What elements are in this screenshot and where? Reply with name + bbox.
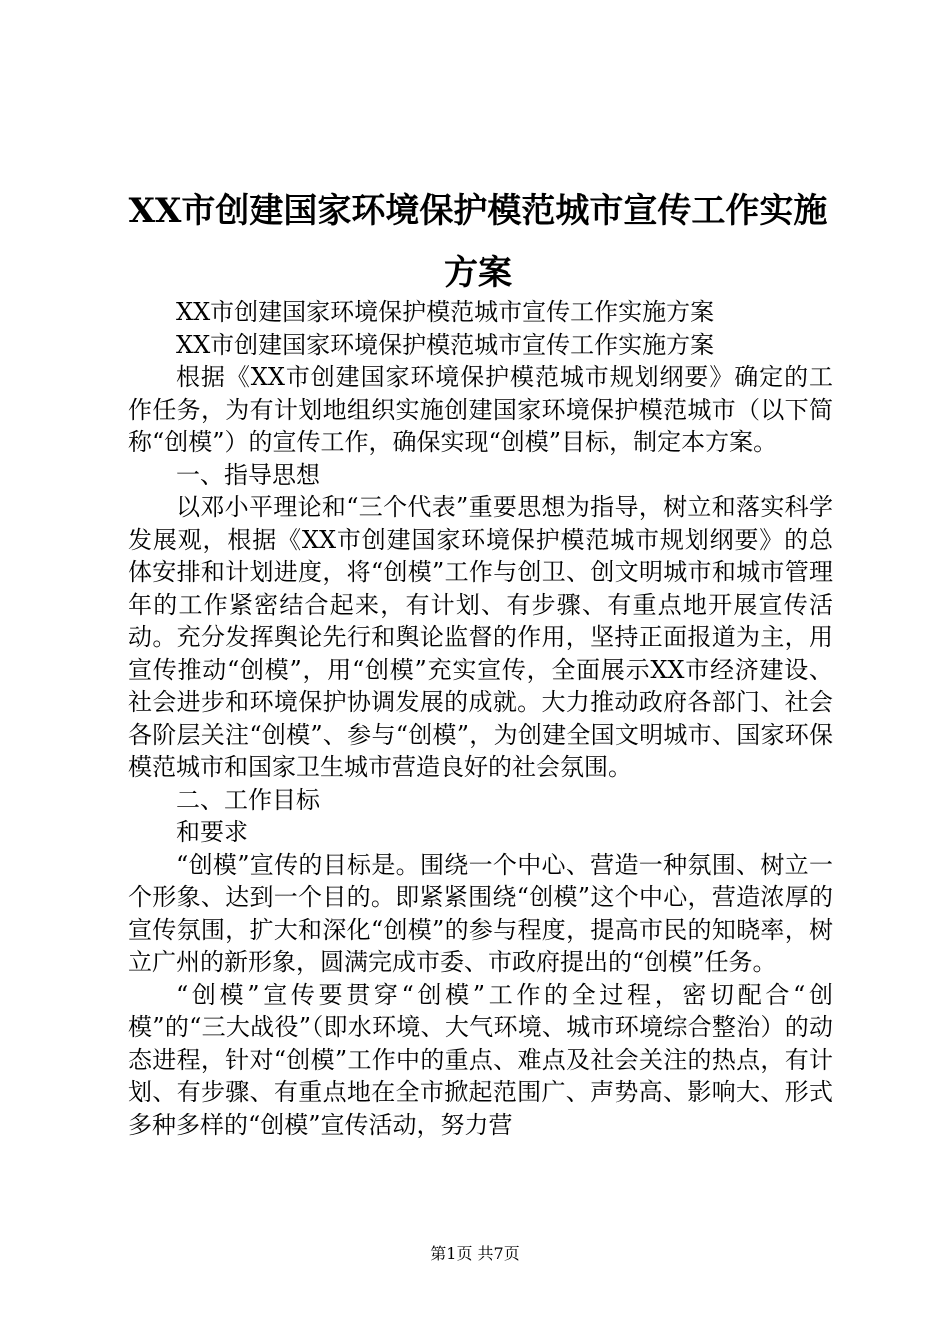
document-body xyxy=(128,296,833,1141)
document-title: XX市创建国家环境保护模范城市宣传工作实施方案 xyxy=(128,191,828,293)
paragraph-guiding-ideology: 以邓小平理论和“三个代表”重要思想为指导，树立和落实科学发展观，根据《XX市创建国家环境保护模范城市规划纲要》的总体安排和计划进度，将“创模”工作与创卫、创文明城市和城市管理年的工作紧密结合起来，有计划、有步骤、有重点地开展宣传活动。充分发挥舆论先行和舆论监督的作用，坚持正面报道为主，用宣传推动“创模”，用“创模”充实宣传，全面展示XX市经济建设、社会进步和环境保护协调发展的成就。大力推动政府各部门、社会各阶层关注“创模”、参与“创模”，为创建全国文明城市、国家环保模范城市和国家卫生城市营造良好的社会氛围。 xyxy=(128,493,833,781)
paragraph-intro: 根据《XX市创建国家环境保护模范城市规划纲要》确定的工作任务，为有计划地组织实施创建国家环境保护模范城市（以下简称“创模”）的宣传工作，确保实现“创模”目标，制定本方案。 xyxy=(128,363,833,456)
section-heading-work-goals: 二、工作目标 xyxy=(176,785,320,814)
section-heading-requirements: 和要求 xyxy=(176,818,248,846)
paragraph-goals: “创模”宣传的目标是。围绕一个中心、营造一种氛围、树立一个形象、达到一个目的。即紧紧围绕“创模”这个中心，营造浓厚的宣传氛围，扩大和深化“创模”的参与程度，提高市民的知晓率，树立广州的新形象，圆满完成市委、市政府提出的“创模”任务。 xyxy=(128,850,833,976)
paragraph-requirements: “创模”宣传要贯穿“创模”工作的全过程，密切配合“创模”的“三大战役”（即水环境、大气环境、城市环境综合整治）的动态进程，针对“创模”工作中的重点、难点及社会关注的热点，有计划、有步骤、有重点地在全市掀起范围广、声势高、影响大、形式多种多样的“创模”宣传活动，努力营 xyxy=(128,980,833,1139)
page-footer: 第1页 共7页 xyxy=(430,1244,520,1263)
paragraph-repeated-title-2: XX市创建国家环境保护模范城市宣传工作实施方案 xyxy=(176,330,715,359)
section-heading-guiding-ideology: 一、指导思想 xyxy=(176,460,320,489)
paragraph-repeated-title-1: XX市创建国家环境保护模范城市宣传工作实施方案 xyxy=(176,298,715,326)
